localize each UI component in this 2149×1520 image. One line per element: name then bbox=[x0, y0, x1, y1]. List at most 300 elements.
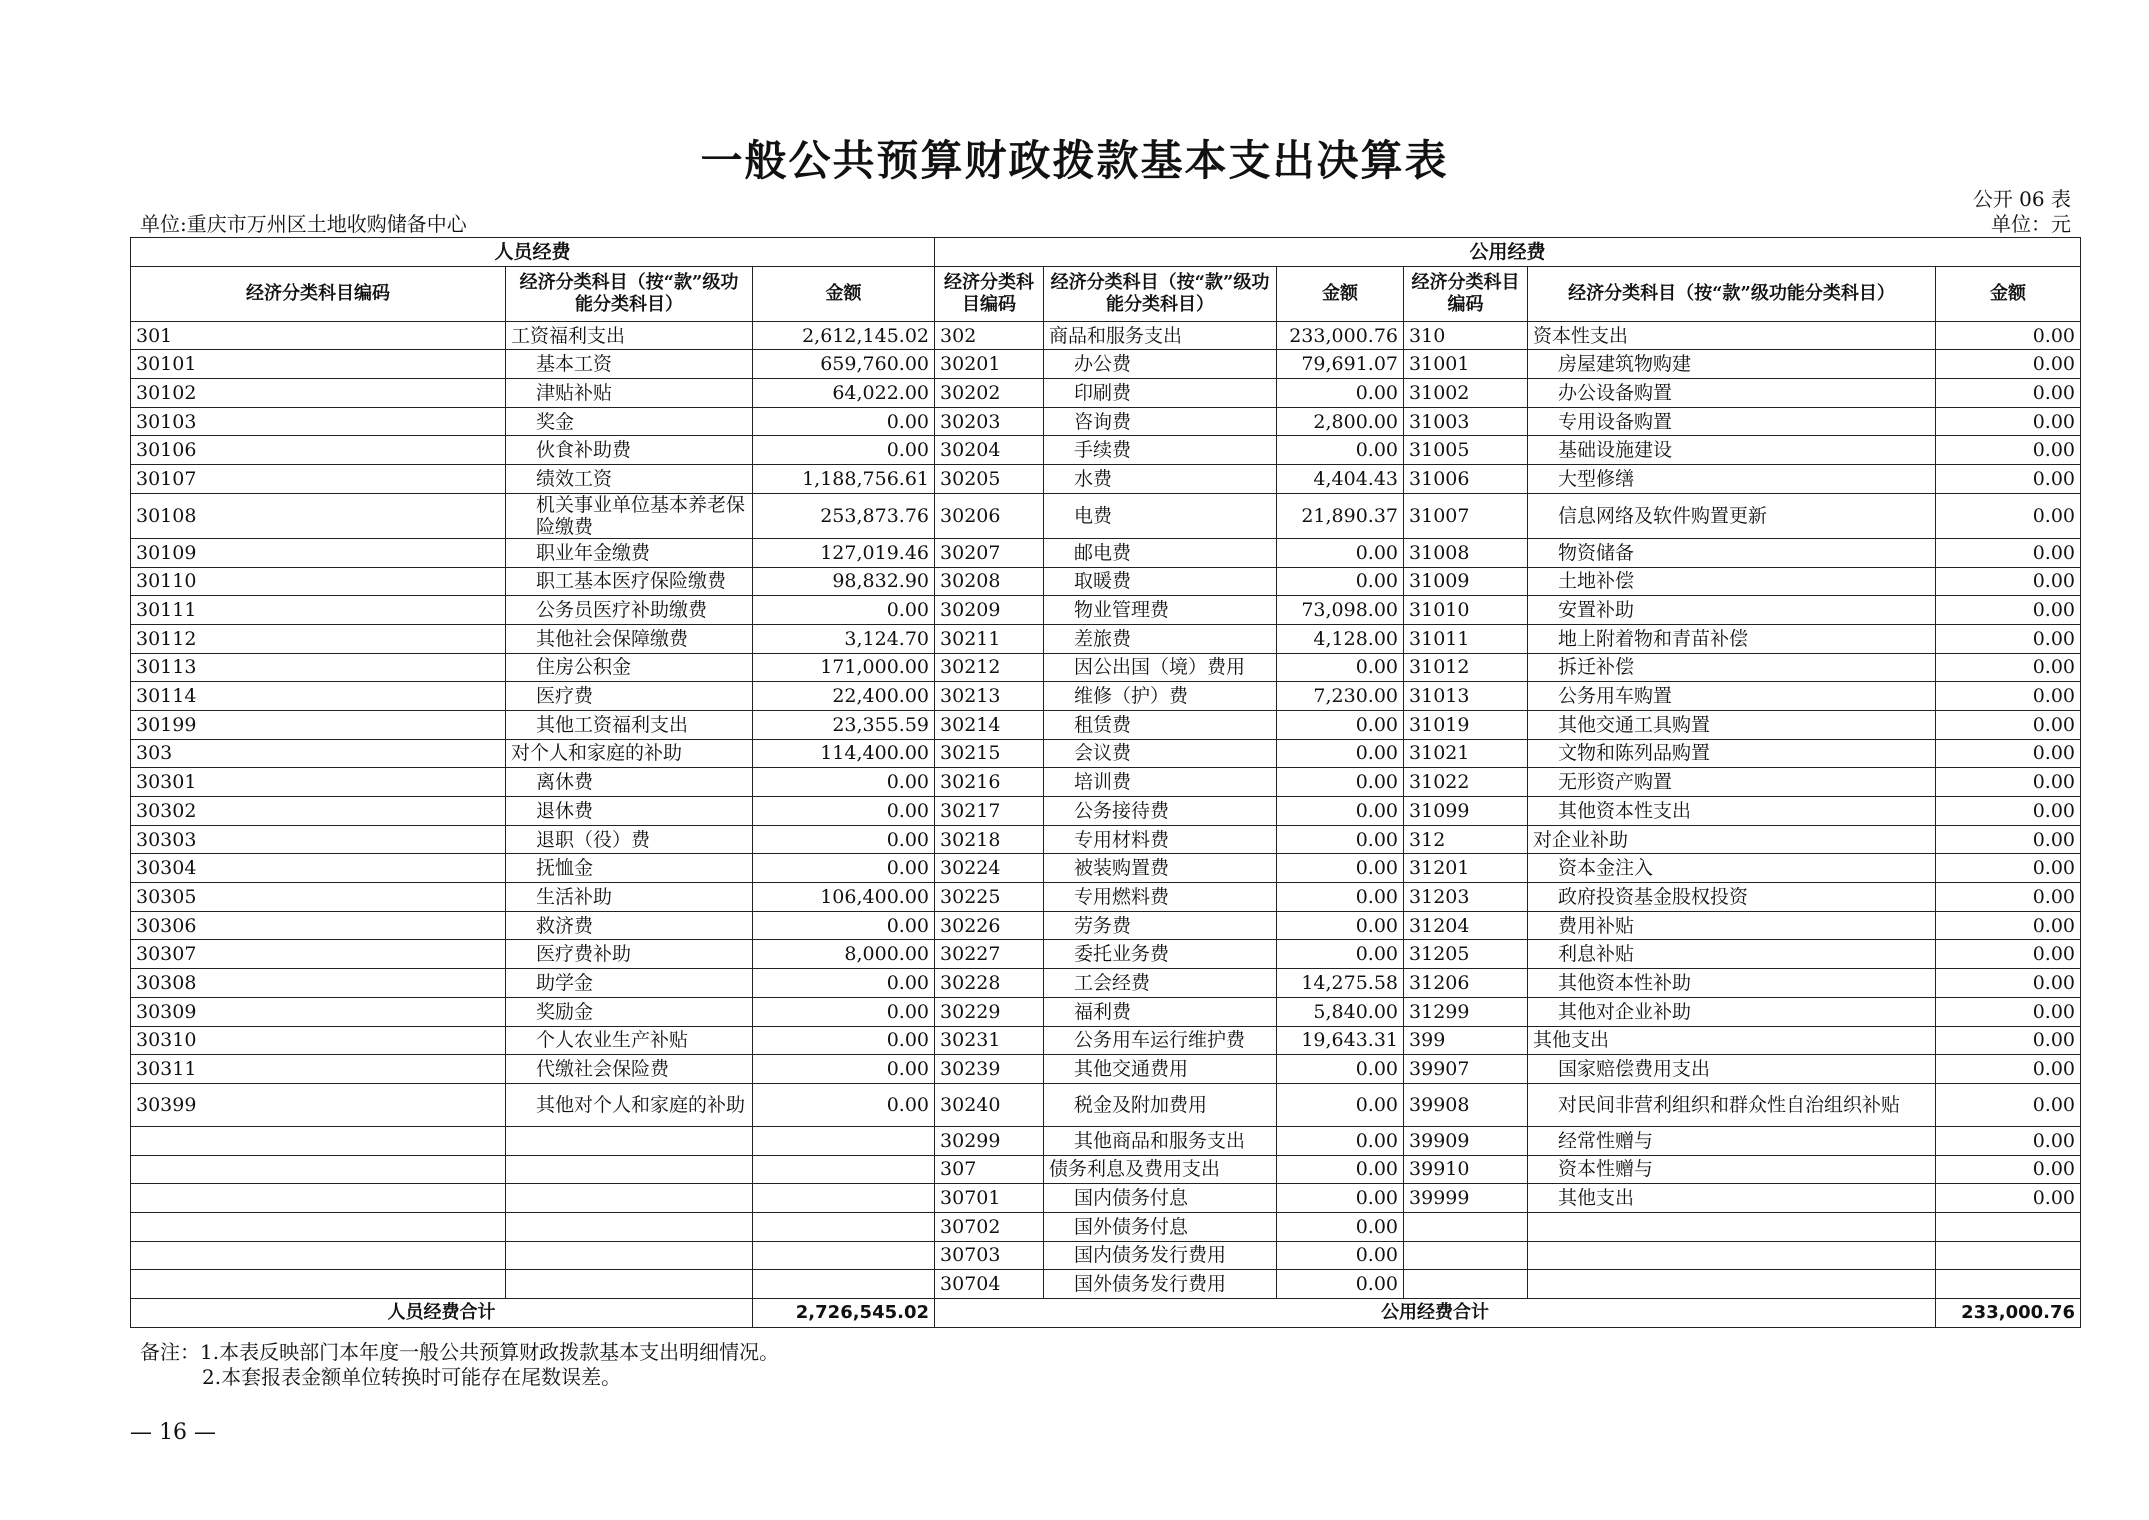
capital-amount bbox=[1936, 1241, 2081, 1270]
goods-amount: 5,840.00 bbox=[1277, 997, 1404, 1026]
capital-amount: 0.00 bbox=[1936, 1126, 2081, 1155]
table-row bbox=[131, 1026, 2081, 1055]
personnel-code: 30114 bbox=[131, 682, 506, 711]
goods-name: 债务利息及费用支出 bbox=[1044, 1155, 1277, 1184]
goods-amount: 0.00 bbox=[1277, 797, 1404, 826]
capital-name: 专用设备购置 bbox=[1528, 407, 1936, 436]
capital-code: 31204 bbox=[1404, 911, 1528, 940]
public-total-value: 233,000.76 bbox=[1936, 1299, 2081, 1328]
capital-name: 经常性赠与 bbox=[1528, 1126, 1936, 1155]
goods-code: 30208 bbox=[935, 567, 1044, 596]
capital-amount: 0.00 bbox=[1936, 997, 2081, 1026]
personnel-name: 工资福利支出 bbox=[506, 321, 753, 350]
personnel-amount: 3,124.70 bbox=[753, 624, 935, 653]
personnel-code: 30107 bbox=[131, 465, 506, 494]
personnel-code: 30306 bbox=[131, 911, 506, 940]
personnel-amount: 171,000.00 bbox=[753, 653, 935, 682]
personnel-amount: 253,873.76 bbox=[753, 493, 935, 538]
personnel-amount bbox=[753, 1241, 935, 1270]
capital-amount: 0.00 bbox=[1936, 739, 2081, 768]
goods-name: 咨询费 bbox=[1044, 407, 1277, 436]
personnel-amount bbox=[753, 1270, 935, 1299]
note-1: 备注：1.本表反映部门本年度一般公共预算财政拨款基本支出明细情况。 bbox=[140, 1340, 780, 1364]
goods-code: 30225 bbox=[935, 883, 1044, 912]
table-code: 公开 06 表 bbox=[1972, 187, 2071, 211]
capital-name: 费用补贴 bbox=[1528, 911, 1936, 940]
personnel-code: 30103 bbox=[131, 407, 506, 436]
capital-name: 其他资本性补助 bbox=[1528, 969, 1936, 998]
goods-amount: 0.00 bbox=[1277, 940, 1404, 969]
table-row bbox=[131, 1241, 2081, 1270]
capital-code: 31021 bbox=[1404, 739, 1528, 768]
capital-name: 文物和陈列品购置 bbox=[1528, 739, 1936, 768]
goods-name: 公务用车运行维护费 bbox=[1044, 1026, 1277, 1055]
personnel-amount: 0.00 bbox=[753, 854, 935, 883]
unit-currency: 单位：元 bbox=[1991, 212, 2071, 236]
capital-code: 31012 bbox=[1404, 653, 1528, 682]
goods-code: 30202 bbox=[935, 379, 1044, 408]
table-row bbox=[131, 538, 2081, 567]
goods-name: 其他交通费用 bbox=[1044, 1055, 1277, 1084]
public-group-header: 公用经费 bbox=[935, 238, 2081, 267]
capital-name: 利息补贴 bbox=[1528, 940, 1936, 969]
capital-code: 39909 bbox=[1404, 1126, 1528, 1155]
goods-name: 印刷费 bbox=[1044, 379, 1277, 408]
personnel-name: 离休费 bbox=[506, 768, 753, 797]
goods-name: 租赁费 bbox=[1044, 710, 1277, 739]
personnel-code: 30303 bbox=[131, 825, 506, 854]
public-total-label: 公用经费合计 bbox=[935, 1299, 1936, 1328]
goods-code: 30239 bbox=[935, 1055, 1044, 1084]
goods-name: 专用燃料费 bbox=[1044, 883, 1277, 912]
capital-name: 政府投资基金股权投资 bbox=[1528, 883, 1936, 912]
capital-amount: 0.00 bbox=[1936, 969, 2081, 998]
goods-code: 30703 bbox=[935, 1241, 1044, 1270]
capital-amount: 0.00 bbox=[1936, 465, 2081, 494]
table-row bbox=[131, 624, 2081, 653]
personnel-code: 30111 bbox=[131, 596, 506, 625]
goods-code: 30702 bbox=[935, 1212, 1044, 1241]
capital-name: 其他支出 bbox=[1528, 1184, 1936, 1213]
goods-amount: 233,000.76 bbox=[1277, 321, 1404, 350]
personnel-name bbox=[506, 1241, 753, 1270]
capital-name bbox=[1528, 1241, 1936, 1270]
personnel-code: 30106 bbox=[131, 436, 506, 465]
personnel-amount: 127,019.46 bbox=[753, 538, 935, 567]
capital-code: 31002 bbox=[1404, 379, 1528, 408]
capital-code bbox=[1404, 1212, 1528, 1241]
personnel-name: 职工基本医疗保险缴费 bbox=[506, 567, 753, 596]
personnel-amount bbox=[753, 1126, 935, 1155]
table-row bbox=[131, 596, 2081, 625]
goods-code: 30206 bbox=[935, 493, 1044, 538]
goods-code: 30212 bbox=[935, 653, 1044, 682]
goods-name: 维修（护）费 bbox=[1044, 682, 1277, 711]
capital-code: 31203 bbox=[1404, 883, 1528, 912]
capital-code: 31201 bbox=[1404, 854, 1528, 883]
goods-amount: 0.00 bbox=[1277, 911, 1404, 940]
personnel-name: 绩效工资 bbox=[506, 465, 753, 494]
personnel-code: 30101 bbox=[131, 350, 506, 379]
table-row bbox=[131, 911, 2081, 940]
capital-name: 其他资本性支出 bbox=[1528, 797, 1936, 826]
personnel-name: 奖金 bbox=[506, 407, 753, 436]
capital-name: 公务用车购置 bbox=[1528, 682, 1936, 711]
goods-amount: 0.00 bbox=[1277, 883, 1404, 912]
personnel-amount: 0.00 bbox=[753, 969, 935, 998]
capital-name: 对民间非营利组织和群众性自治组织补贴 bbox=[1528, 1083, 1936, 1126]
table-body bbox=[131, 321, 2081, 1298]
goods-amount: 19,643.31 bbox=[1277, 1026, 1404, 1055]
goods-code: 307 bbox=[935, 1155, 1044, 1184]
personnel-amount bbox=[753, 1155, 935, 1184]
goods-amount: 14,275.58 bbox=[1277, 969, 1404, 998]
personnel-name bbox=[506, 1126, 753, 1155]
notes bbox=[140, 1340, 779, 1390]
personnel-name: 其他社会保障缴费 bbox=[506, 624, 753, 653]
goods-name: 培训费 bbox=[1044, 768, 1277, 797]
goods-amount: 0.00 bbox=[1277, 1083, 1404, 1126]
personnel-group-header: 人员经费 bbox=[131, 238, 935, 267]
personnel-amount: 1,188,756.61 bbox=[753, 465, 935, 494]
goods-name: 被装购置费 bbox=[1044, 854, 1277, 883]
personnel-amount: 64,022.00 bbox=[753, 379, 935, 408]
personnel-code: 30399 bbox=[131, 1083, 506, 1126]
personnel-code: 30302 bbox=[131, 797, 506, 826]
goods-name: 会议费 bbox=[1044, 739, 1277, 768]
goods-code: 30204 bbox=[935, 436, 1044, 465]
capital-name: 国家赔偿费用支出 bbox=[1528, 1055, 1936, 1084]
unit-organization: 单位:重庆市万州区土地收购储备中心 bbox=[140, 212, 467, 236]
capital-amount: 0.00 bbox=[1936, 768, 2081, 797]
goods-code: 30227 bbox=[935, 940, 1044, 969]
capital-code: 31010 bbox=[1404, 596, 1528, 625]
goods-name: 取暖费 bbox=[1044, 567, 1277, 596]
personnel-name: 退职（役）费 bbox=[506, 825, 753, 854]
goods-name: 国内债务发行费用 bbox=[1044, 1241, 1277, 1270]
capital-amount: 0.00 bbox=[1936, 493, 2081, 538]
goods-name: 税金及附加费用 bbox=[1044, 1083, 1277, 1126]
goods-name: 电费 bbox=[1044, 493, 1277, 538]
totals-row bbox=[131, 1299, 2081, 1328]
personnel-total-value: 2,726,545.02 bbox=[753, 1299, 935, 1328]
goods-amount: 0.00 bbox=[1277, 1126, 1404, 1155]
personnel-code bbox=[131, 1270, 506, 1299]
capital-code: 31206 bbox=[1404, 969, 1528, 998]
goods-amount: 4,128.00 bbox=[1277, 624, 1404, 653]
goods-amount: 0.00 bbox=[1277, 768, 1404, 797]
personnel-code-header: 经济分类科目编码 bbox=[131, 266, 506, 321]
personnel-code: 30102 bbox=[131, 379, 506, 408]
goods-code: 30701 bbox=[935, 1184, 1044, 1213]
goods-amount: 79,691.07 bbox=[1277, 350, 1404, 379]
personnel-code: 30307 bbox=[131, 940, 506, 969]
capital-name-header: 经济分类科目（按“款”级功能分类科目） bbox=[1528, 266, 1936, 321]
table-row bbox=[131, 1055, 2081, 1084]
capital-amount: 0.00 bbox=[1936, 379, 2081, 408]
goods-code: 30217 bbox=[935, 797, 1044, 826]
table-row bbox=[131, 997, 2081, 1026]
capital-amount: 0.00 bbox=[1936, 911, 2081, 940]
capital-name: 土地补偿 bbox=[1528, 567, 1936, 596]
note-2: 2.本套报表金额单位转换时可能存在尾数误差。 bbox=[202, 1365, 622, 1389]
capital-amount: 0.00 bbox=[1936, 321, 2081, 350]
personnel-code: 30305 bbox=[131, 883, 506, 912]
goods-code: 30226 bbox=[935, 911, 1044, 940]
table-row bbox=[131, 350, 2081, 379]
personnel-amount: 114,400.00 bbox=[753, 739, 935, 768]
personnel-code bbox=[131, 1184, 506, 1213]
capital-name: 资本金注入 bbox=[1528, 854, 1936, 883]
table-row bbox=[131, 493, 2081, 538]
goods-name: 委托业务费 bbox=[1044, 940, 1277, 969]
goods-amount: 0.00 bbox=[1277, 1241, 1404, 1270]
table-row bbox=[131, 1270, 2081, 1299]
personnel-name: 医疗费补助 bbox=[506, 940, 753, 969]
capital-code: 310 bbox=[1404, 321, 1528, 350]
personnel-name: 生活补助 bbox=[506, 883, 753, 912]
capital-amount bbox=[1936, 1270, 2081, 1299]
capital-code bbox=[1404, 1270, 1528, 1299]
table-row bbox=[131, 854, 2081, 883]
personnel-code: 30301 bbox=[131, 768, 506, 797]
capital-amount: 0.00 bbox=[1936, 940, 2081, 969]
table-row bbox=[131, 1126, 2081, 1155]
personnel-code bbox=[131, 1241, 506, 1270]
expenditure-table bbox=[130, 237, 2081, 1328]
goods-amount: 0.00 bbox=[1277, 653, 1404, 682]
goods-amount: 7,230.00 bbox=[1277, 682, 1404, 711]
capital-name: 房屋建筑物购建 bbox=[1528, 350, 1936, 379]
personnel-name: 医疗费 bbox=[506, 682, 753, 711]
capital-amount: 0.00 bbox=[1936, 624, 2081, 653]
goods-name: 其他商品和服务支出 bbox=[1044, 1126, 1277, 1155]
personnel-name: 职业年金缴费 bbox=[506, 538, 753, 567]
goods-name-header: 经济分类科目（按“款”级功能分类科目） bbox=[1044, 266, 1277, 321]
goods-amount: 0.00 bbox=[1277, 825, 1404, 854]
personnel-amount: 23,355.59 bbox=[753, 710, 935, 739]
capital-code: 31007 bbox=[1404, 493, 1528, 538]
capital-amount: 0.00 bbox=[1936, 710, 2081, 739]
goods-amount: 0.00 bbox=[1277, 710, 1404, 739]
capital-amount bbox=[1936, 1212, 2081, 1241]
goods-code-header: 经济分类科目编码 bbox=[935, 266, 1044, 321]
capital-code: 31006 bbox=[1404, 465, 1528, 494]
personnel-name: 公务员医疗补助缴费 bbox=[506, 596, 753, 625]
capital-amount-header: 金额 bbox=[1936, 266, 2081, 321]
goods-name: 差旅费 bbox=[1044, 624, 1277, 653]
goods-amount-header: 金额 bbox=[1277, 266, 1404, 321]
goods-name: 办公费 bbox=[1044, 350, 1277, 379]
goods-name: 因公出国（境）费用 bbox=[1044, 653, 1277, 682]
goods-amount: 2,800.00 bbox=[1277, 407, 1404, 436]
table-row bbox=[131, 1155, 2081, 1184]
personnel-name: 抚恤金 bbox=[506, 854, 753, 883]
personnel-name: 助学金 bbox=[506, 969, 753, 998]
capital-amount: 0.00 bbox=[1936, 797, 2081, 826]
goods-name: 工会经费 bbox=[1044, 969, 1277, 998]
personnel-amount: 0.00 bbox=[753, 997, 935, 1026]
capital-name: 大型修缮 bbox=[1528, 465, 1936, 494]
personnel-name: 伙食补助费 bbox=[506, 436, 753, 465]
personnel-name bbox=[506, 1270, 753, 1299]
table-row bbox=[131, 797, 2081, 826]
personnel-amount: 0.00 bbox=[753, 825, 935, 854]
personnel-amount: 0.00 bbox=[753, 407, 935, 436]
personnel-amount: 0.00 bbox=[753, 768, 935, 797]
personnel-code: 30308 bbox=[131, 969, 506, 998]
goods-name: 国外债务发行费用 bbox=[1044, 1270, 1277, 1299]
capital-code: 31001 bbox=[1404, 350, 1528, 379]
personnel-code: 30109 bbox=[131, 538, 506, 567]
personnel-code: 30113 bbox=[131, 653, 506, 682]
personnel-amount bbox=[753, 1212, 935, 1241]
goods-amount: 0.00 bbox=[1277, 854, 1404, 883]
capital-amount: 0.00 bbox=[1936, 854, 2081, 883]
capital-code: 31022 bbox=[1404, 768, 1528, 797]
goods-code: 30203 bbox=[935, 407, 1044, 436]
personnel-code: 30309 bbox=[131, 997, 506, 1026]
capital-amount: 0.00 bbox=[1936, 567, 2081, 596]
personnel-code bbox=[131, 1155, 506, 1184]
goods-name: 邮电费 bbox=[1044, 538, 1277, 567]
goods-name: 物业管理费 bbox=[1044, 596, 1277, 625]
table-row bbox=[131, 653, 2081, 682]
capital-amount: 0.00 bbox=[1936, 1026, 2081, 1055]
personnel-name: 基本工资 bbox=[506, 350, 753, 379]
table-row bbox=[131, 710, 2081, 739]
personnel-name: 个人农业生产补贴 bbox=[506, 1026, 753, 1055]
goods-name: 专用材料费 bbox=[1044, 825, 1277, 854]
personnel-name bbox=[506, 1155, 753, 1184]
capital-code-header: 经济分类科目编码 bbox=[1404, 266, 1528, 321]
goods-code: 30213 bbox=[935, 682, 1044, 711]
capital-amount: 0.00 bbox=[1936, 883, 2081, 912]
personnel-name bbox=[506, 1212, 753, 1241]
capital-code: 31019 bbox=[1404, 710, 1528, 739]
goods-amount: 0.00 bbox=[1277, 379, 1404, 408]
goods-amount: 0.00 bbox=[1277, 1055, 1404, 1084]
table-row bbox=[131, 883, 2081, 912]
personnel-amount: 0.00 bbox=[753, 1055, 935, 1084]
capital-code bbox=[1404, 1241, 1528, 1270]
capital-amount: 0.00 bbox=[1936, 407, 2081, 436]
goods-name: 劳务费 bbox=[1044, 911, 1277, 940]
capital-name: 资本性支出 bbox=[1528, 321, 1936, 350]
personnel-code: 30108 bbox=[131, 493, 506, 538]
table-row bbox=[131, 1184, 2081, 1213]
capital-name: 信息网络及软件购置更新 bbox=[1528, 493, 1936, 538]
personnel-code: 301 bbox=[131, 321, 506, 350]
table-row bbox=[131, 465, 2081, 494]
goods-amount: 0.00 bbox=[1277, 1184, 1404, 1213]
personnel-amount: 98,832.90 bbox=[753, 567, 935, 596]
table-row bbox=[131, 407, 2081, 436]
goods-code: 30299 bbox=[935, 1126, 1044, 1155]
capital-amount: 0.00 bbox=[1936, 1055, 2081, 1084]
goods-code: 30229 bbox=[935, 997, 1044, 1026]
personnel-code: 30304 bbox=[131, 854, 506, 883]
goods-name: 国内债务付息 bbox=[1044, 1184, 1277, 1213]
table-row bbox=[131, 321, 2081, 350]
table-row bbox=[131, 1212, 2081, 1241]
capital-code: 31205 bbox=[1404, 940, 1528, 969]
goods-amount: 0.00 bbox=[1277, 1155, 1404, 1184]
goods-name: 商品和服务支出 bbox=[1044, 321, 1277, 350]
goods-code: 30205 bbox=[935, 465, 1044, 494]
goods-name: 福利费 bbox=[1044, 997, 1277, 1026]
capital-code: 31005 bbox=[1404, 436, 1528, 465]
personnel-code bbox=[131, 1212, 506, 1241]
capital-code: 31299 bbox=[1404, 997, 1528, 1026]
capital-code: 31099 bbox=[1404, 797, 1528, 826]
goods-name: 国外债务付息 bbox=[1044, 1212, 1277, 1241]
goods-amount: 4,404.43 bbox=[1277, 465, 1404, 494]
page-number: — 16 — bbox=[130, 1420, 216, 1445]
capital-name: 安置补助 bbox=[1528, 596, 1936, 625]
capital-code: 39910 bbox=[1404, 1155, 1528, 1184]
goods-code: 30216 bbox=[935, 768, 1044, 797]
personnel-name: 救济费 bbox=[506, 911, 753, 940]
capital-name: 拆迁补偿 bbox=[1528, 653, 1936, 682]
personnel-amount: 106,400.00 bbox=[753, 883, 935, 912]
table-row bbox=[131, 379, 2081, 408]
personnel-code: 30112 bbox=[131, 624, 506, 653]
goods-amount: 0.00 bbox=[1277, 739, 1404, 768]
capital-name: 基础设施建设 bbox=[1528, 436, 1936, 465]
personnel-name: 代缴社会保险费 bbox=[506, 1055, 753, 1084]
personnel-name: 奖励金 bbox=[506, 997, 753, 1026]
capital-code: 31008 bbox=[1404, 538, 1528, 567]
personnel-amount: 0.00 bbox=[753, 1083, 935, 1126]
table-row bbox=[131, 682, 2081, 711]
personnel-name: 退休费 bbox=[506, 797, 753, 826]
capital-code: 399 bbox=[1404, 1026, 1528, 1055]
table-row bbox=[131, 825, 2081, 854]
personnel-amount: 2,612,145.02 bbox=[753, 321, 935, 350]
table-row bbox=[131, 768, 2081, 797]
capital-name: 其他支出 bbox=[1528, 1026, 1936, 1055]
table-row bbox=[131, 436, 2081, 465]
goods-amount: 73,098.00 bbox=[1277, 596, 1404, 625]
goods-name: 公务接待费 bbox=[1044, 797, 1277, 826]
capital-code: 31009 bbox=[1404, 567, 1528, 596]
capital-code: 312 bbox=[1404, 825, 1528, 854]
table-row bbox=[131, 567, 2081, 596]
capital-code: 31003 bbox=[1404, 407, 1528, 436]
capital-amount: 0.00 bbox=[1936, 653, 2081, 682]
goods-code: 30240 bbox=[935, 1083, 1044, 1126]
capital-amount: 0.00 bbox=[1936, 682, 2081, 711]
capital-amount: 0.00 bbox=[1936, 1155, 2081, 1184]
capital-amount: 0.00 bbox=[1936, 825, 2081, 854]
goods-amount: 0.00 bbox=[1277, 1270, 1404, 1299]
goods-code: 30218 bbox=[935, 825, 1044, 854]
capital-amount: 0.00 bbox=[1936, 596, 2081, 625]
personnel-amount: 0.00 bbox=[753, 596, 935, 625]
table-row bbox=[131, 739, 2081, 768]
goods-code: 30207 bbox=[935, 538, 1044, 567]
personnel-amount: 0.00 bbox=[753, 1026, 935, 1055]
personnel-amount: 659,760.00 bbox=[753, 350, 935, 379]
capital-amount: 0.00 bbox=[1936, 1184, 2081, 1213]
goods-amount: 0.00 bbox=[1277, 567, 1404, 596]
page-title: 一般公共预算财政拨款基本支出决算表 bbox=[700, 136, 1449, 185]
capital-code: 39907 bbox=[1404, 1055, 1528, 1084]
personnel-code: 30310 bbox=[131, 1026, 506, 1055]
goods-code: 30224 bbox=[935, 854, 1044, 883]
goods-code: 30231 bbox=[935, 1026, 1044, 1055]
